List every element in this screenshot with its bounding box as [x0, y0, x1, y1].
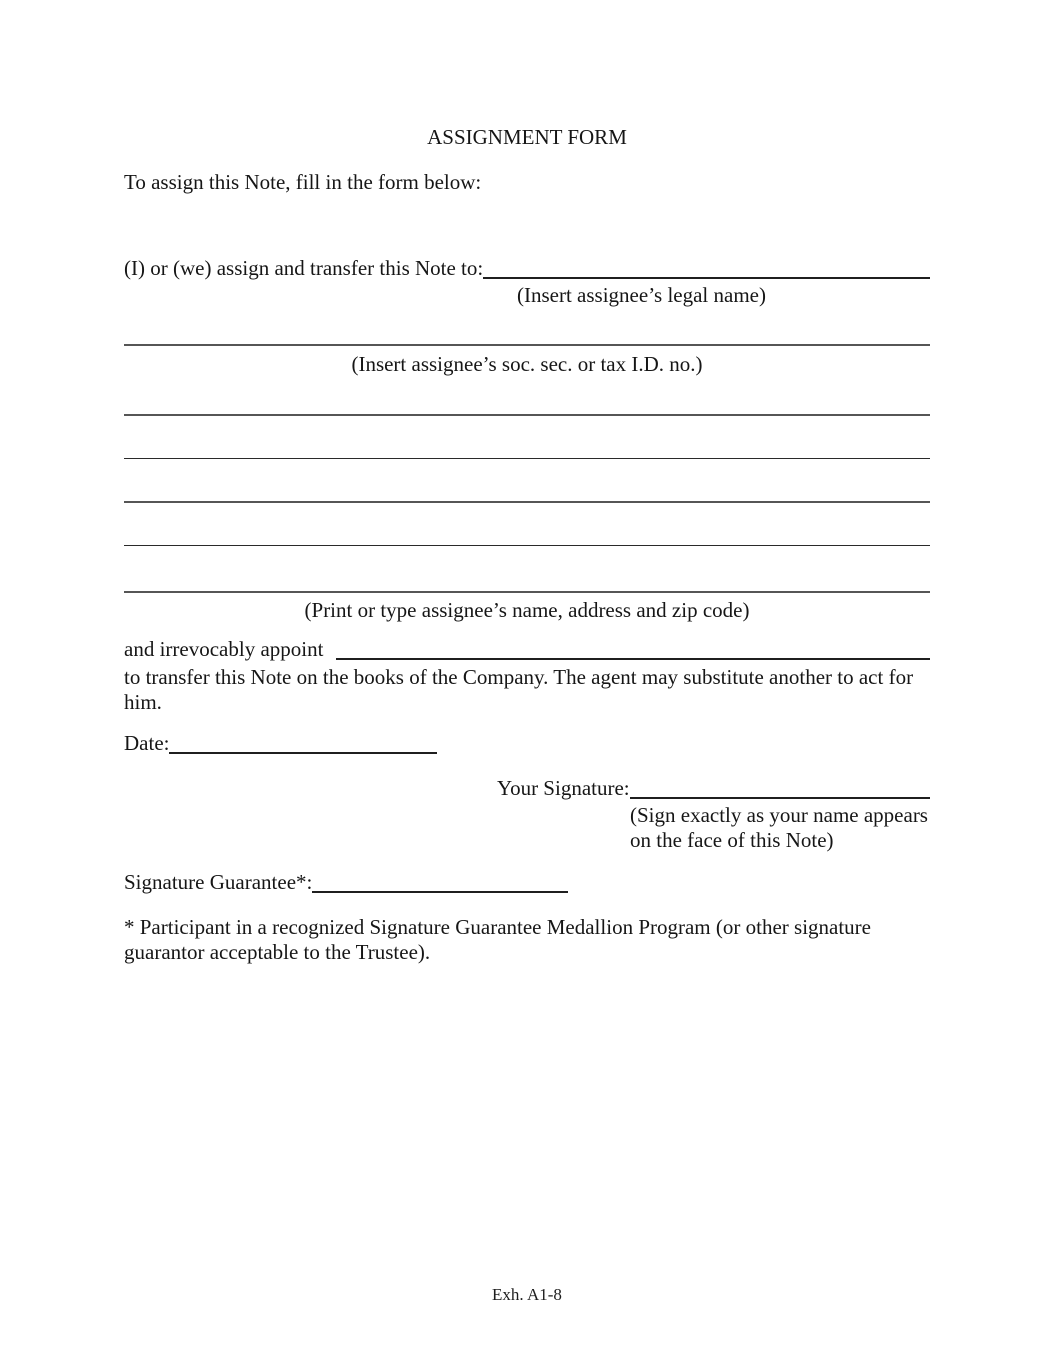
- guarantee-blank-line: [312, 870, 568, 893]
- date-blank-line: [169, 731, 437, 754]
- appoint-row: [124, 637, 930, 662]
- guarantee-footnote: [124, 915, 914, 965]
- transfer-paragraph: [124, 665, 944, 715]
- assign-to-label: (I) or (we) assign and transfer this Note to:: [124, 256, 484, 280]
- signature-caption-line: (Sign exactly as your name appears: [630, 803, 928, 827]
- signature-label: Your Signature:: [497, 776, 630, 800]
- intro-text: To assign this Note, fill in the form below:: [124, 170, 482, 194]
- assignee-name-blank-line: [483, 256, 930, 279]
- assign-to-row: [124, 256, 930, 281]
- guarantee-row: [124, 870, 568, 895]
- address-blank-line-5: [124, 591, 930, 593]
- signature-blank-line: [630, 776, 930, 799]
- date-row: [124, 731, 437, 756]
- guarantee-footnote-line: guarantor acceptable to the Trustee).: [124, 940, 431, 964]
- address-blank-line-3: [124, 501, 930, 503]
- guarantee-footnote-line: * Participant in a recognized Signature Guarantee Medallion Program (or other signature: [124, 915, 871, 939]
- address-blank-line-2: [124, 458, 930, 459]
- date-label: Date:: [124, 731, 170, 755]
- guarantee-label: Signature Guarantee*:: [124, 870, 313, 894]
- address-blank-line-1: [124, 414, 930, 416]
- transfer-paragraph-line: to transfer this Note on the books of the Company. The agent may substitute another to act for: [124, 665, 914, 689]
- signature-row: [497, 776, 930, 801]
- agent-name-blank-line: [336, 637, 930, 660]
- appoint-label: and irrevocably appoint: [124, 637, 324, 661]
- address-blank-line-4: [124, 545, 930, 546]
- ssn-caption: (Insert assignee’s soc. sec. or tax I.D. no.): [351, 352, 703, 376]
- exhibit-page-number: Exh. A1-8: [492, 1285, 562, 1304]
- transfer-paragraph-line: him.: [124, 690, 162, 714]
- ssn-blank-line: [124, 344, 930, 346]
- address-caption: (Print or type assignee’s name, address and zip code): [304, 598, 750, 622]
- signature-caption-line: on the face of this Note): [630, 828, 834, 852]
- signature-caption: [630, 803, 928, 853]
- legal-name-caption: (Insert assignee’s legal name): [517, 283, 766, 307]
- page-title: ASSIGNMENT FORM: [427, 125, 627, 149]
